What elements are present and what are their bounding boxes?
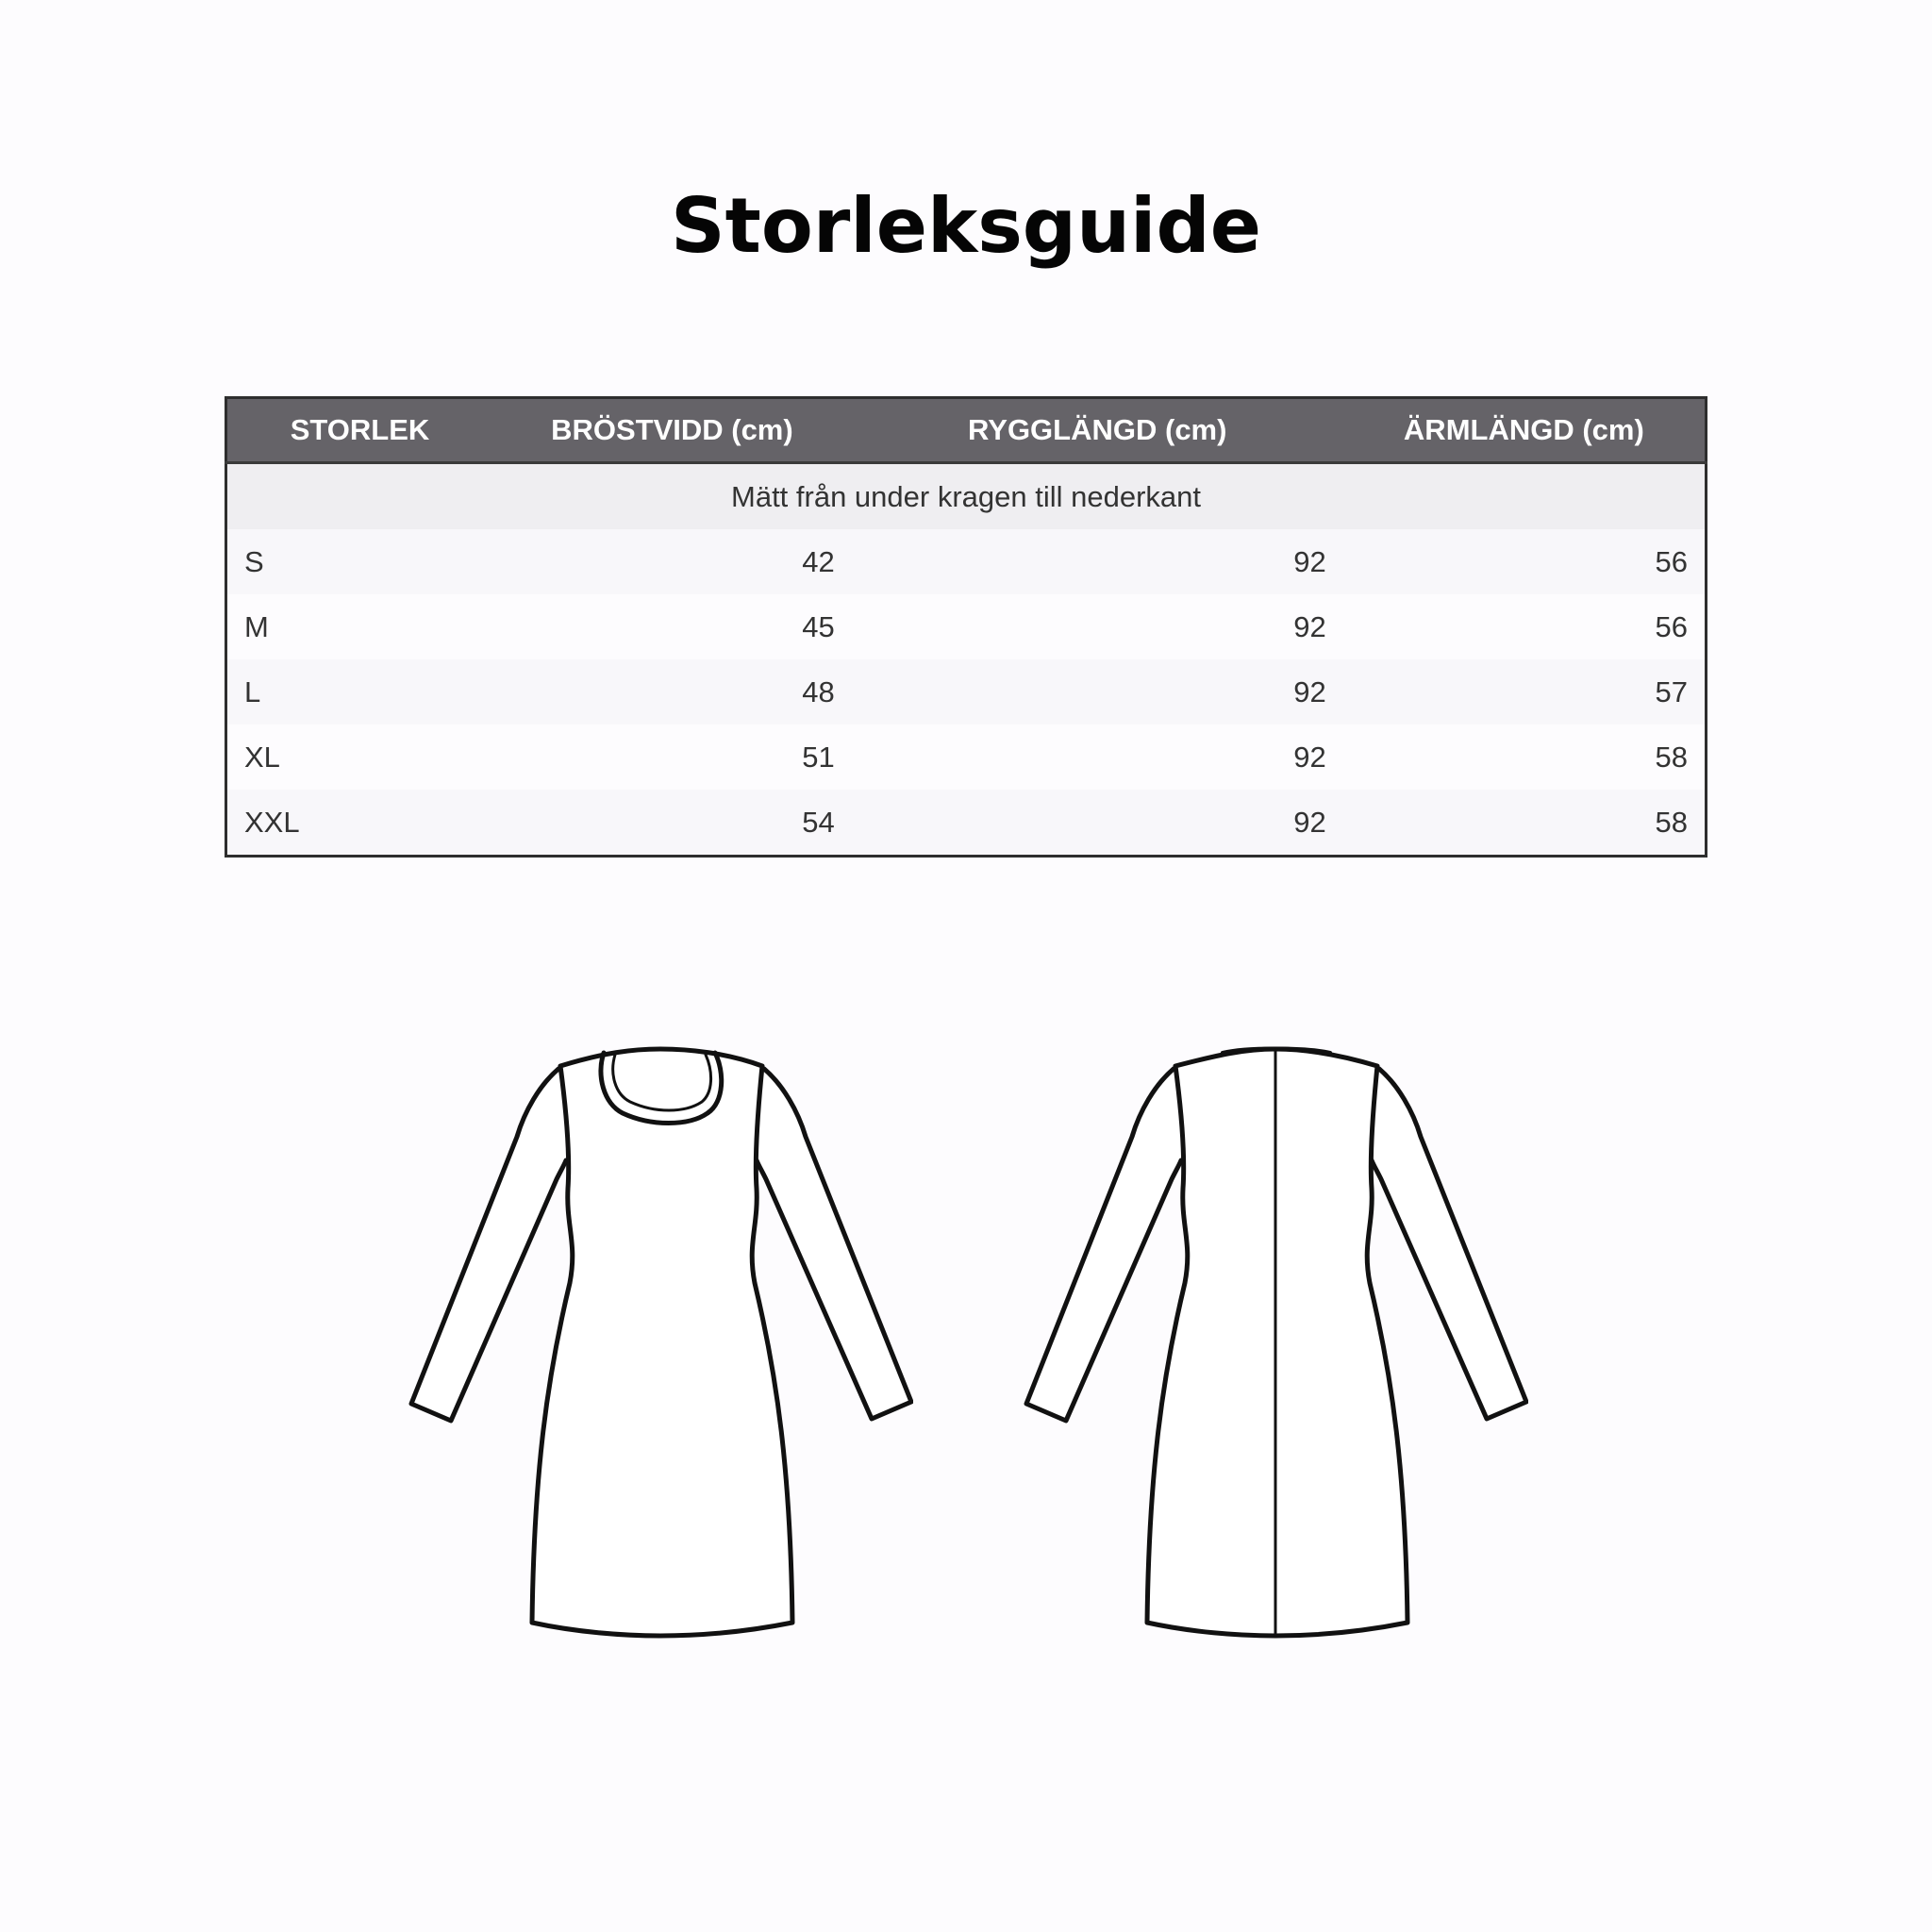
size-cell: XL (226, 724, 493, 790)
measurement-note-row (226, 463, 1707, 530)
chest-cell: 54 (492, 790, 852, 857)
size-table (225, 396, 1707, 858)
chest-cell: 51 (492, 724, 852, 790)
sleeve-cell: 58 (1343, 724, 1707, 790)
table-row (226, 724, 1707, 790)
size-cell: S (226, 529, 493, 594)
dress-front-icon (404, 1028, 913, 1651)
column-header-size: STORLEK (226, 398, 493, 463)
size-cell: L (226, 659, 493, 724)
page-title: Storleksguide (671, 182, 1261, 270)
dress-back-icon (1019, 1028, 1528, 1651)
column-header-sleeve: ÄRMLÄNGD (cm) (1343, 398, 1707, 463)
table-row (226, 790, 1707, 857)
table-row (226, 529, 1707, 594)
back-length-cell: 92 (852, 594, 1343, 659)
back-length-cell: 92 (852, 529, 1343, 594)
measurement-note: Mätt från under kragen till nederkant (226, 463, 1707, 530)
chest-cell: 42 (492, 529, 852, 594)
sleeve-cell: 58 (1343, 790, 1707, 857)
chest-cell: 45 (492, 594, 852, 659)
sleeve-cell: 57 (1343, 659, 1707, 724)
column-header-chest: BRÖSTVIDD (cm) (492, 398, 852, 463)
sleeve-cell: 56 (1343, 594, 1707, 659)
table-row (226, 659, 1707, 724)
sleeve-cell: 56 (1343, 529, 1707, 594)
size-cell: M (226, 594, 493, 659)
back-length-cell: 92 (852, 659, 1343, 724)
column-header-back-length: RYGGLÄNGD (cm) (852, 398, 1343, 463)
table-header-row (226, 398, 1707, 463)
size-cell: XXL (226, 790, 493, 857)
back-length-cell: 92 (852, 724, 1343, 790)
table-row (226, 594, 1707, 659)
back-length-cell: 92 (852, 790, 1343, 857)
chest-cell: 48 (492, 659, 852, 724)
